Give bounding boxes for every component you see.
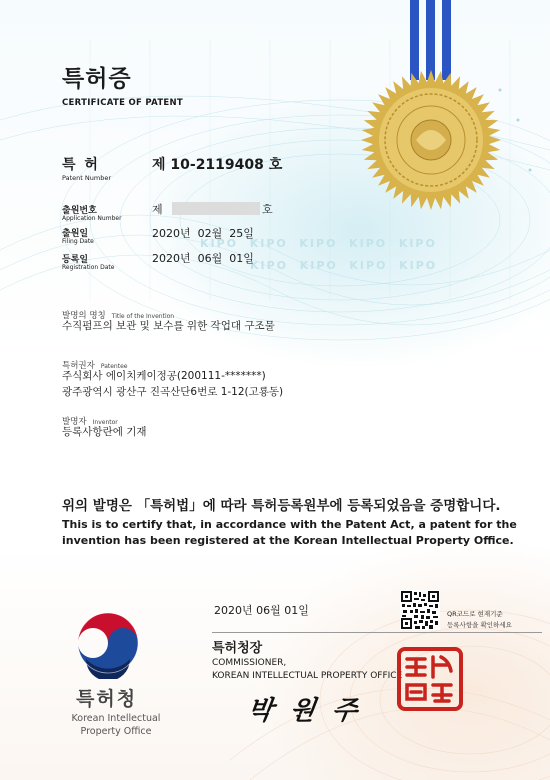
inventor-label-en: Inventor (92, 419, 118, 426)
filing-date-label: 출원일 (62, 229, 89, 239)
patentee-label-en: Patentee (100, 363, 128, 370)
application-number-label: 출원번호 (62, 206, 97, 216)
patentee-label: 특허권자 (62, 361, 95, 371)
application-number-label-en: Application Number (62, 215, 122, 222)
watermark-text: KIPO (249, 237, 288, 250)
application-number-prefix: 제 (152, 203, 163, 216)
gold-seal-with-ribbon (350, 0, 550, 250)
official-red-stamp (397, 647, 463, 711)
ribbon-stripe (442, 0, 451, 80)
invention-title-value: 수직펌프의 보관 및 보수를 위한 작업대 구조물 (62, 320, 275, 332)
registration-date-label-en: Registration Date (62, 264, 115, 271)
kipo-taegeuk-logo (72, 607, 144, 679)
patent-number-label: 특 허 (62, 157, 100, 173)
declaration-english: This is to certify that, in accordance with the Patent Act, a patent for the invention has been registered at the Korean Intellectual Property Office. (62, 518, 517, 547)
qr-instructions (447, 609, 512, 631)
watermark-text: KIPO (349, 259, 388, 272)
certificate-title-en: CERTIFICATE OF PATENT (62, 98, 184, 108)
inventor-label: 발명자 (62, 417, 87, 427)
kipo-name-en-line: Property Office (80, 726, 152, 737)
watermark-text: KIPO (399, 259, 438, 272)
watermark-text: KIPO (349, 237, 388, 250)
application-number-suffix: 호 (262, 203, 273, 216)
redaction-box (172, 202, 260, 215)
patentee-name: 주식회사 에이치케이정공(200111-*******) (62, 370, 266, 382)
filing-date-value: 2020년 02월 25일 (152, 227, 254, 240)
registration-date-label: 등록일 (62, 255, 89, 265)
ribbon-stripe (426, 0, 435, 80)
watermark-text: KIPO (200, 237, 239, 250)
invention-title-label: 발명의 명칭 (62, 311, 106, 321)
kipo-name: 특허청 (76, 688, 138, 710)
qr-instruction-line: QR코드로 현재기준 (447, 610, 503, 618)
watermark-text: KIPO (299, 259, 338, 272)
signature-divider (212, 632, 542, 633)
issue-date: 2020년 06월 01일 (214, 604, 309, 617)
commissioner-title-en-line: COMMISSIONER, (212, 658, 287, 668)
commissioner-title: 특허청장 (212, 641, 263, 656)
watermark-text: KIPO (299, 237, 338, 250)
filing-date-label-en: Filing Date (62, 238, 94, 245)
commissioner-title-en-line: KOREAN INTELLECTUAL PROPERTY OFFICE (212, 671, 403, 681)
registration-date-value: 2020년 06월 01일 (152, 252, 254, 265)
patent-number-value: 제 10-2119408 호 (152, 157, 283, 173)
qr-code[interactable] (400, 590, 440, 630)
certificate-title: 특허증 (62, 66, 132, 92)
patent-number-label-en: Patent Number (62, 174, 112, 182)
ribbon-stripe (410, 0, 419, 80)
commissioner-signature: 박 원 주 (245, 696, 364, 726)
patentee-address: 광주광역시 광산구 진곡산단6번로 1-12(고룡동) (62, 386, 284, 398)
invention-title-label-en: Title of the Invention (111, 313, 175, 320)
kipo-name-en (56, 712, 176, 738)
watermark-text: KIPO (398, 237, 437, 250)
kipo-name-en-line: Korean Intellectual (71, 713, 161, 724)
watermark-text: KIPO (250, 259, 289, 272)
commissioner-title-en (212, 657, 402, 683)
qr-instruction-line: 등록사항을 확인하세요 (447, 621, 512, 629)
inventor-value: 등록사항란에 기재 (62, 426, 147, 438)
declaration-korean: 위의 발명은 「특허법」에 따라 특허등록원부에 등록되었음을 증명합니다. (62, 498, 501, 514)
